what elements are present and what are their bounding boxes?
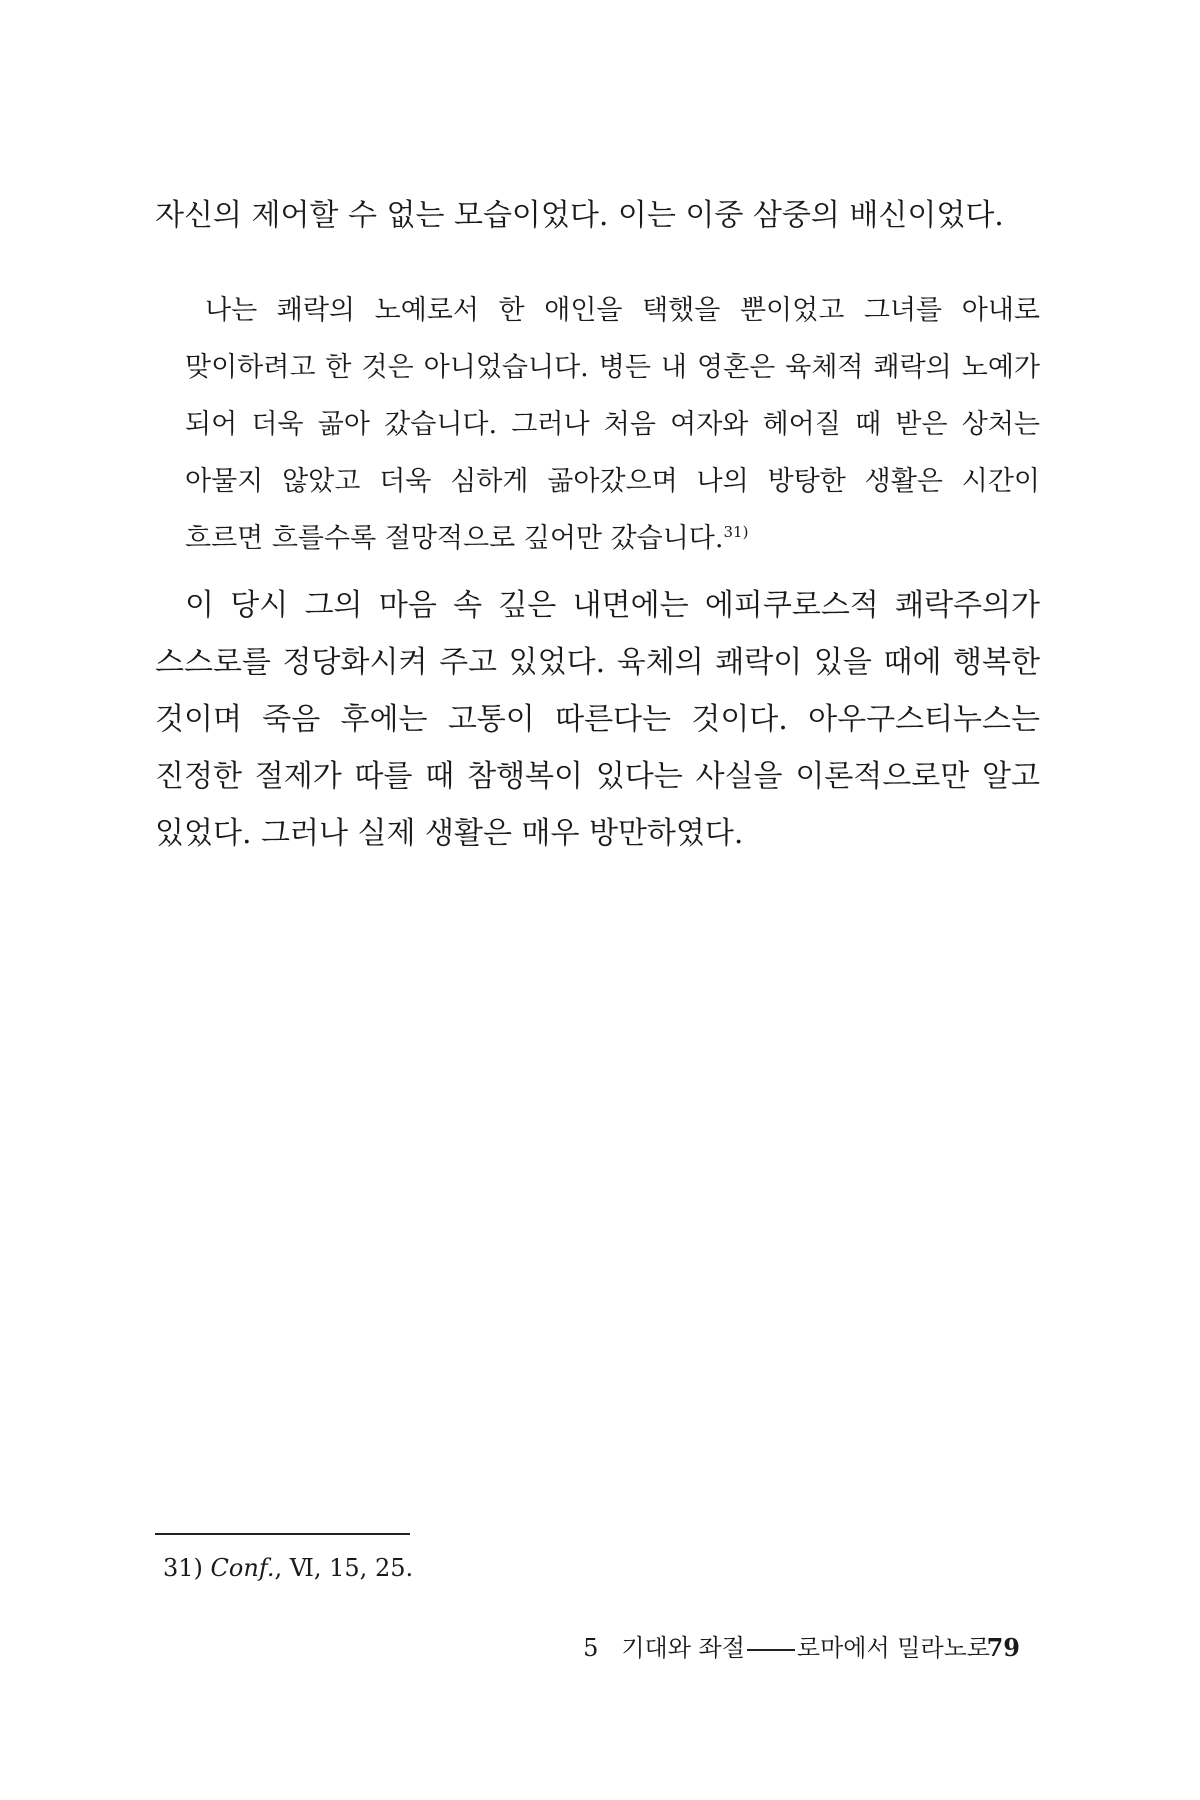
body-paragraph-intro: 자신의 제어할 수 없는 모습이었다. 이는 이중 삼중의 배신이었다. [155, 198, 1004, 233]
chapter-title: 기대와 좌절 [621, 1634, 745, 1662]
page-number: 79 [986, 1633, 1020, 1662]
chapter-subtitle: 로마에서 밀라노로 [796, 1634, 990, 1662]
block-quote-text: 나는 쾌락의 노예로서 한 애인을 택했을 뿐이었고 그녀를 아내로 맞이하려고 한 것은 아니었습니다. 병든 내 영혼은 육체적 쾌락의 노예가 되어 더욱 곪아 갔습니다. 그러나 처음 여자와 헤어질 때 받은 상처는 아물지 않았고 더욱 심하게 곪아갔으며 나의 방탕한 생활은 시간이 흐르면 흐를수록 절망적으로 깊어만 갔습니다. [185, 295, 1040, 554]
running-footer [583, 1632, 990, 1664]
footnote-divider [155, 1533, 410, 1535]
footnote-reference[interactable]: 31) [723, 523, 749, 541]
block-quote [185, 282, 1040, 567]
footnote-source: Conf. [210, 1554, 275, 1582]
body-paragraph-main: 이 당시 그의 마음 속 깊은 내면에는 에피쿠로스적 쾌락주의가 스스로를 정당화시켜 주고 있었다. 육체의 쾌락이 있을 때에 행복한 것이며 죽음 후에는 고통이 따른다는 것이다. 아우구스티누스는 진정한 절제가 따를 때 참행복이 있다는 사실을 이론적으로만 알고 있었다. 그러나 실제 생활은 매우 방만하였다. [155, 588, 1040, 851]
footnote [163, 1552, 413, 1584]
chapter-number: 5 [583, 1634, 599, 1662]
footnote-number: 31) [163, 1554, 203, 1582]
em-dash-separator [747, 1649, 795, 1651]
footnote-reference-text: , Ⅵ, 15, 25. [274, 1554, 414, 1582]
